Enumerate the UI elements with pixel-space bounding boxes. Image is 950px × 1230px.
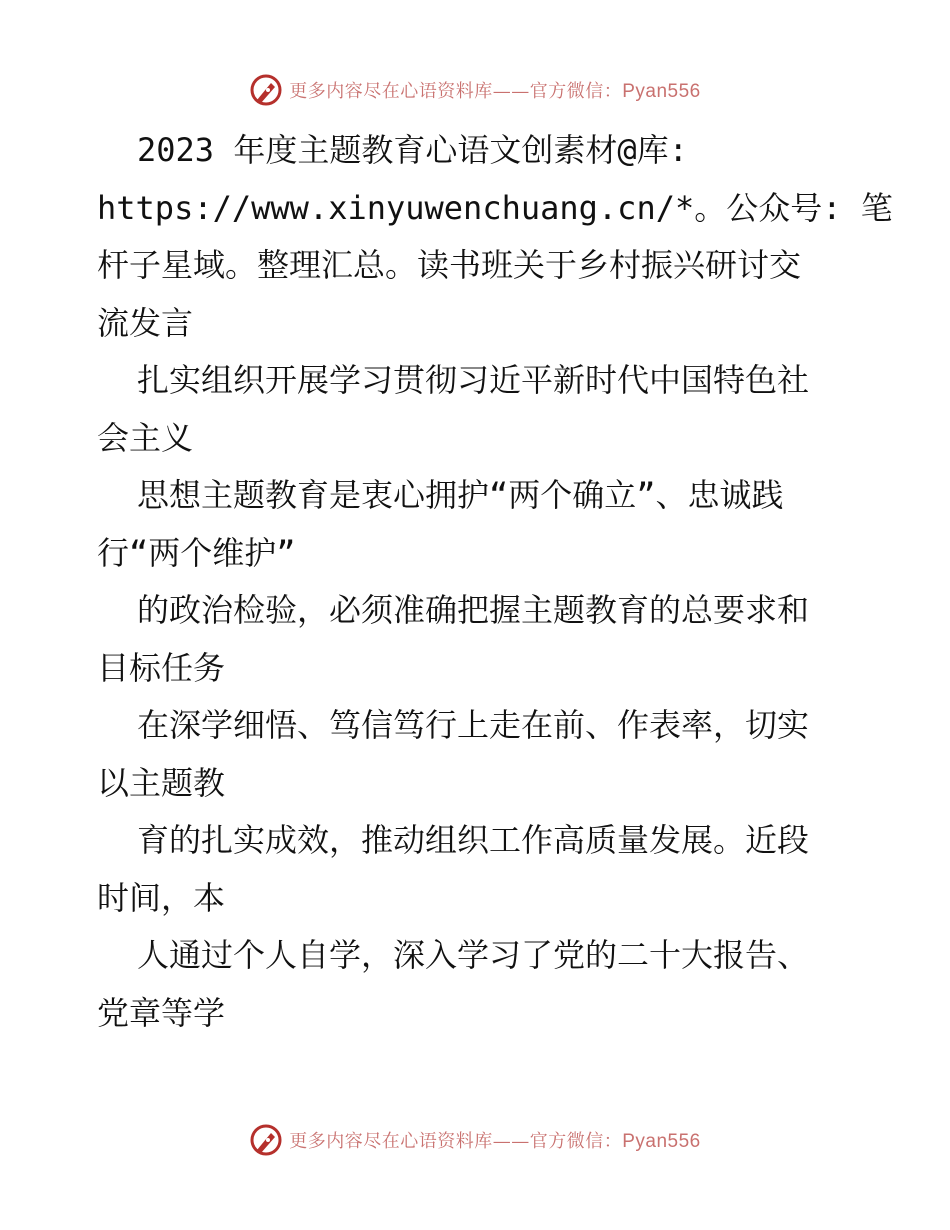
- body-line: 的政治检验，必须准确把握主题教育的总要求和: [137, 591, 810, 629]
- pen-nib-logo-icon: [249, 73, 283, 107]
- pen-nib-logo-icon: [249, 1123, 283, 1157]
- body-line: 扎实组织开展学习贯彻习近平新时代中国特色社: [137, 361, 810, 399]
- body-line: 行“两个维护”: [97, 533, 296, 572]
- body-line: 2023 年度主题教育心语文创素材@库:: [137, 131, 688, 169]
- body-line: 流发言: [97, 303, 194, 342]
- body-line: 杆子星域。整理汇总。读书班关于乡村振兴研讨交: [97, 246, 802, 284]
- header-watermark-banner: [0, 70, 950, 110]
- body-line: 会主义: [97, 418, 194, 457]
- body-line: 育的扎实成效，推动组织工作高质量发展。近段: [137, 821, 810, 859]
- body-line: 目标任务: [97, 648, 226, 687]
- footer-watermark-banner: [0, 1120, 950, 1160]
- watermark-text: 更多内容尽在心语资料库——官方微信：Pyan556: [289, 1131, 701, 1152]
- body-line: 党章等学: [97, 993, 226, 1032]
- watermark-handle: Pyan556: [622, 81, 701, 102]
- body-line: https://www.xinyuwenchuang.cn/*。公众号: 笔: [97, 188, 893, 227]
- document-body: [97, 122, 893, 1042]
- body-line: 时间，本: [97, 878, 226, 917]
- body-line: 在深学细悟、笃信笃行上走在前、作表率，切实: [137, 706, 810, 744]
- body-line: 思想主题教育是衷心拥护“两个确立”、忠诚践: [137, 476, 784, 514]
- watermark-text: 更多内容尽在心语资料库——官方微信：Pyan556: [289, 81, 701, 102]
- watermark-handle: Pyan556: [622, 1131, 701, 1152]
- body-line: 以主题教: [97, 763, 226, 802]
- body-line: 人通过个人自学，深入学习了党的二十大报告、: [137, 936, 810, 974]
